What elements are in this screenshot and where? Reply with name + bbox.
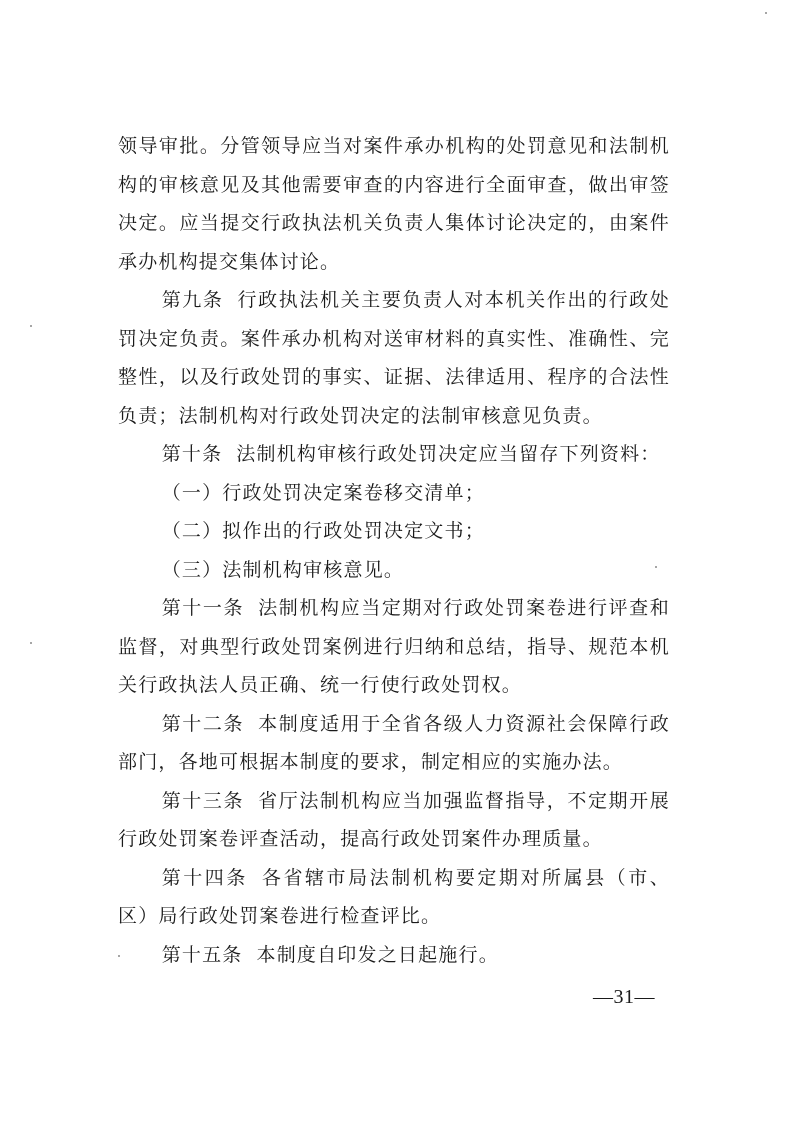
scan-artifact-dot (118, 955, 120, 957)
article-label: 第十一条 (161, 597, 245, 619)
list-item-3 (118, 551, 670, 590)
article-14 (118, 859, 670, 936)
article-text: 行政执法机关主要负责人对本机关作出的行政处罚决定负责。案件承办机构对送审材料的真实性、准确性、完整性，以及行政处罚的事实、证据、法律适用、程序的合法性负责；法制机构对行政处罚决定的法制审核意见负责。 (118, 289, 670, 427)
list-item-2 (118, 512, 670, 551)
article-12 (118, 705, 670, 782)
paragraph-text: 领导审批。分管领导应当对案件承办机构的处罚意见和法制机构的审核意见及其他需要审查的内容进行全面审查，做出审签决定。应当提交行政执法机关负责人集体讨论决定的，由案件承办机构提交集体讨论。 (118, 135, 670, 273)
scan-artifact-dot (30, 325, 32, 327)
article-text: 本制度自印发之日起施行。 (256, 943, 499, 966)
article-text: 法制机构审核行政处罚决定应当留存下列资料： (236, 443, 661, 465)
article-label: 第十二条 (161, 712, 245, 735)
paragraph-approval-continuation (118, 127, 670, 281)
list-item-text: （一）行政处罚决定案卷移交清单； (161, 481, 485, 504)
scan-artifact-dot (30, 642, 32, 644)
document-body (118, 127, 670, 974)
list-item-text: （三）法制机构审核意见。 (161, 558, 405, 581)
article-13 (118, 782, 670, 859)
article-9 (118, 281, 670, 435)
article-label: 第十三条 (161, 789, 245, 812)
article-15 (118, 936, 670, 975)
article-text: 省厅法制机构应当加强监督指导，不定期开展行政处罚案卷评查活动，提高行政处罚案件办理质量。 (118, 789, 670, 850)
article-text: 本制度适用于全省各级人力资源社会保障行政部门，各地可根据本制度的要求，制定相应的实施办法。 (118, 712, 670, 773)
article-text: 各省辖市局法制机构要定期对所属县（市、区）局行政处罚案卷进行检查评比。 (118, 866, 670, 927)
list-item-1 (118, 474, 670, 513)
article-label: 第十条 (161, 443, 223, 465)
article-label: 第十四条 (161, 866, 248, 889)
scan-artifact-dot (765, 12, 767, 14)
article-label: 第十五条 (161, 943, 243, 966)
page-number: —31— (593, 986, 655, 1008)
list-item-text: （二）拟作出的行政处罚决定文书； (161, 520, 485, 542)
article-11 (118, 589, 670, 705)
article-label: 第九条 (161, 289, 224, 311)
article-10 (118, 435, 670, 474)
scan-artifact-dot (655, 566, 657, 568)
article-text: 法制机构应当定期对行政处罚案卷进行评查和监督，对典型行政处罚案例进行归纳和总结，指导、规范本机关行政执法人员正确、统一行使行政处罚权。 (118, 597, 670, 696)
